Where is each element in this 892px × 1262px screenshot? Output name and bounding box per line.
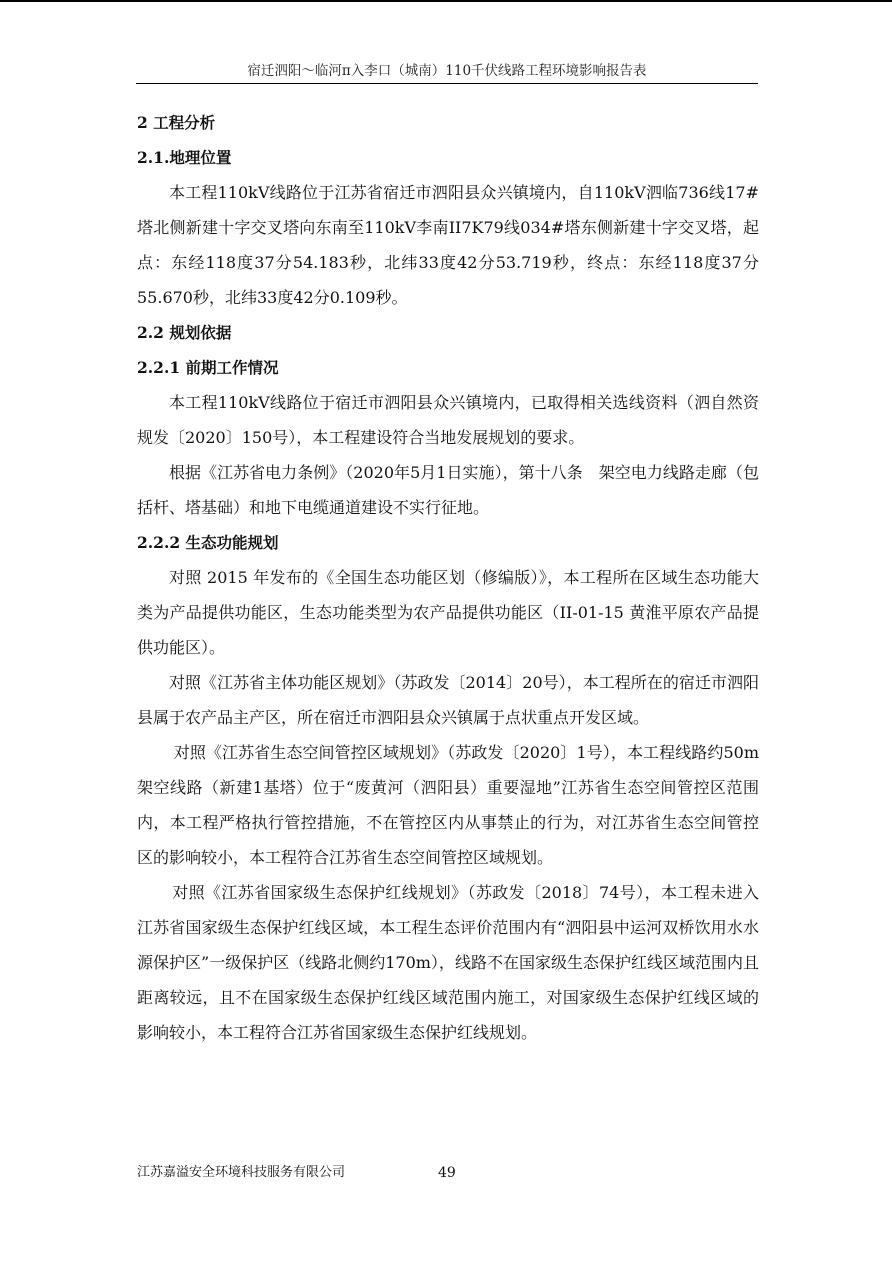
paragraph-power-regulation: 根据《江苏省电力条例》（2020年5月1日实施），第十八条 架空电力线路走廊（包括杆、塔基础）和地下电缆通道建设不实行征地。 xyxy=(137,463,759,517)
paragraph-eco-redline: 对照《江苏省国家级生态保护红线规划》（苏政发〔2018〕74号），本工程未进入江苏省国家级生态保护红线区域，本工程生态评价范围内有“泗阳县中运河双桥饮用水水源保护区”一级保护区（线路北侧约170m），线路不在国家级生态保护红线区域范围内且距离较远，且不在国家级生态保护红线区域范围内施工，对国家级生态保护红线区域的影响较小，本工程符合江苏省国家级生态保护红线规划。 xyxy=(137,883,759,1042)
paragraph-eco-space-control: 对照《江苏省生态空间管控区域规划》（苏政发〔2020〕1号），本工程线路约50m架空线路（新建1基塔）位于“废黄河（泗阳县）重要湿地”江苏省生态空间管控区范围内，本工程严格执行管控措施，不在管控区内从事禁止的行为，对江苏省生态空间管控区的影响较小，本工程符合江苏省生态空间管控区域规划。 xyxy=(137,743,759,867)
page-number: 49 xyxy=(438,1165,456,1181)
header-rule xyxy=(136,83,758,84)
section-heading-2: 2 工程分析 xyxy=(137,113,216,132)
section-heading-2-2-2: 2.2.2 生态功能规划 xyxy=(137,533,279,552)
page-header-title: 宿迁泗阳～临河π入李口（城南）110千伏线路工程环境影响报告表 xyxy=(247,63,647,79)
paragraph-geographic-location: 本工程110kV线路位于江苏省宿迁市泗阳县众兴镇境内，自110kV泗临736线17#塔北侧新建十字交叉塔向东南至110kV李南II7K79线034#塔东侧新建十字交叉塔，起点：东经118度37分54.183秒，北纬33度42分53.719秒，终点：东经118度37分55.670秒，北纬33度42分0.109秒。 xyxy=(137,183,759,307)
footer-company: 江苏嘉溢安全环境科技服务有限公司 xyxy=(137,1165,346,1180)
document-body xyxy=(137,105,759,1050)
top-border-line xyxy=(0,0,892,2)
paragraph-national-eco-function: 对照 2015 年发布的《全国生态功能区划（修编版）》，本工程所在区域生态功能大类为产品提供功能区，生态功能类型为农产品提供功能区（II-01-15 黄淮平原农产品提供功能区）。 xyxy=(137,568,759,657)
section-heading-2-2-1: 2.2.1 前期工作情况 xyxy=(137,358,279,377)
paragraph-main-function-zone: 对照《江苏省主体功能区规划》（苏政发〔2014〕20号），本工程所在的宿迁市泗阳县属于农产品主产区，所在宿迁市泗阳县众兴镇属于点状重点开发区域。 xyxy=(137,673,759,727)
paragraph-preliminary-work: 本工程110kV线路位于宿迁市泗阳县众兴镇境内，已取得相关选线资料（泗自然资规发〔2020〕150号），本工程建设符合当地发展规划的要求。 xyxy=(137,393,759,447)
section-heading-2-2: 2.2 规划依据 xyxy=(137,323,232,342)
section-heading-2-1: 2.1.地理位置 xyxy=(137,148,232,167)
